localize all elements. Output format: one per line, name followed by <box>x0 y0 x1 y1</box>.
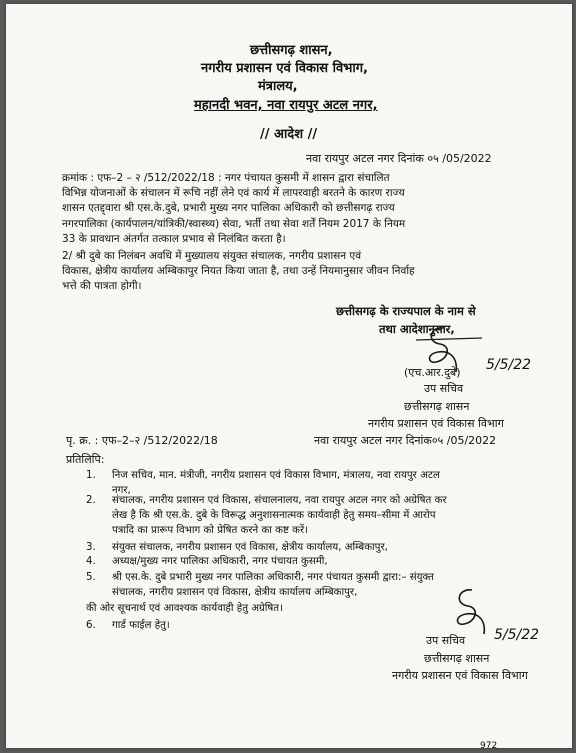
list-item-text: श्री एस.के. दुबे प्रभारी मुख्य नगर पालिका अधिकारी, नगर पंचायत कुसमी द्वारा:– संयुक्त संचालक, नगरीय प्रशासन एवं विकास, क्षेत्रीय कार्यालय अम्बिकापुर, <box>112 572 434 598</box>
signatory-1-designation: उप सचिव <box>424 382 464 395</box>
signatory-2-handwritten-date: 5/5/22 <box>494 627 540 643</box>
endorsement-reference: पृ. क्र. : एफ–2–२ /512/2022/18 <box>66 434 218 447</box>
list-item-number: 1. <box>86 470 96 481</box>
order-paragraph-2 <box>62 249 552 295</box>
list-item-text: अध्यक्ष/मुख्य नगर पालिका अधिकारी, नगर पंचायत कुसमी, <box>112 556 328 567</box>
paragraph-line: विभिन्न योजनाओं के संचालन में रूचि नहीं लेने एवं कार्य में लापरवाही बरतने के कारण राज्य <box>62 187 405 200</box>
list-item <box>86 618 286 634</box>
copy-label: प्रतिलिपि: <box>66 453 105 466</box>
list-item-text: निज सचिव, मान. मंत्रीजी, नगरीय प्रशासन एवं विकास विभाग, मंत्रालय, नवा रायपुर अटल नगर, <box>112 470 440 496</box>
header-ministry: मंत्रालय, <box>258 79 298 94</box>
order-paragraph-1 <box>62 171 552 247</box>
list-item-text: संयुक्त संचालक, नगरीय प्रशासन एवं विकास, क्षेत्रीय कार्यालय, अम्बिकापुर, <box>112 542 388 553</box>
signatory-1-name: (एच.आर.दुबे) <box>404 366 461 379</box>
list-item <box>86 493 556 541</box>
header-govt: छत्तीसगढ़ शासन, <box>250 43 333 58</box>
signatory-1-handwritten-date: 5/5/22 <box>486 357 532 373</box>
list-item-text: गार्ड फाईल हेतु। <box>112 620 170 631</box>
paragraph-line: 2/ श्री दुबे का निलंबन अवधि में मुख्यालय संयुक्त संचालक, नगरीय प्रशासन एवं <box>62 250 362 262</box>
endorsement-date: नवा रायपुर अटल नगर दिनांक०५ /05/2022 <box>314 434 497 447</box>
signatory-2-department: नगरीय प्रशासन एवं विकास विभाग <box>392 669 528 682</box>
paragraph-line: 33 के प्रावधान अंतर्गत तत्काल प्रभाव से निलंबित करता है। <box>62 232 286 245</box>
header-department: नगरीय प्रशासन एवं विकास विभाग, <box>201 61 368 76</box>
paragraph-line: शासन एतद्द्वारा श्री एस.के.दुबे, प्रभारी मुख्य नगर पालिका अधिकारी को छत्तीसगढ़ राज्य <box>62 202 395 215</box>
list-item <box>86 554 556 570</box>
governor-line: छत्तीसगढ़ के राज्यपाल के नाम से <box>336 304 476 318</box>
paragraph-line: विकास, क्षेत्रीय कार्यालय अम्बिकापुर नियत किया जाता है, तथा उन्हें नियमानुसार जीवन निर्वाह <box>62 265 415 278</box>
header-address: महानदी भवन, नवा रायपुर अटल नगर, <box>194 98 378 113</box>
paragraph-line: क्रमांक : एफ–2 – २ /512/2022/18 : नगर पंचायत कुसमी में शासन द्वारा संचालित <box>62 172 390 184</box>
list-item-number: 2. <box>86 495 96 506</box>
signatory-2-designation: उप सचिव <box>426 634 466 647</box>
governor-order-line: तथा आदेशानुसार, <box>379 322 455 336</box>
order-date: नवा रायपुर अटल नगर दिनांक ०५ /05/2022 <box>306 152 492 165</box>
paragraph-line: नगरपालिका (कार्यपालन/यांत्रिकी/स्वास्थ्य) सेवा, भर्ती तथा सेवा शर्तें नियम 2017 के नियम <box>62 217 406 230</box>
list-item-text: संचालक, नगरीय प्रशासन एवं विकास, संचालनालय, नवा रायपुर अटल नगर को अग्रेषित कर लेख है कि श्री एस.के. दुबे के विरूद्ध अनुशासनात्मक कार्यवाही हेतु समय–सीमा में आरोप पत्रादि का प्रारूप विभाग को प्रेषित करने का कष्ट करें। <box>112 495 447 536</box>
page-footer-number: 972 <box>480 741 498 751</box>
signatory-1-department: नगरीय प्रशासन एवं विकास विभाग <box>368 417 504 430</box>
list-item-number: 6. <box>86 620 96 631</box>
list-item-number: 5. <box>86 572 96 583</box>
paragraph-line: भत्ते की पात्रता होगी। <box>62 280 142 293</box>
signatory-1-office: छत्तीसगढ़ शासन <box>404 400 470 413</box>
list-item-number: 4. <box>86 556 96 567</box>
order-title: // आदेश // <box>260 127 318 142</box>
list-item-number: 3. <box>86 542 96 553</box>
document-page <box>6 4 572 751</box>
signatory-2-office: छत्तीसगढ़ शासन <box>424 652 490 665</box>
closing-line: की ओर सूचनार्थ एवं आवश्यक कार्यवाही हेतु अग्रेषित। <box>86 603 283 614</box>
